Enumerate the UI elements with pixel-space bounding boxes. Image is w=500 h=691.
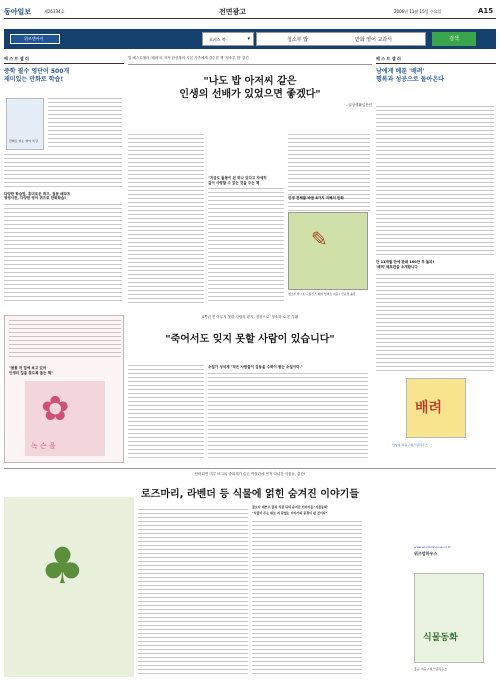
- body-col-2: [252, 521, 362, 674]
- plant-illustration: [4, 497, 134, 677]
- flower-icon: ✿: [41, 389, 70, 429]
- search-button[interactable]: 검색: [432, 32, 476, 46]
- column-body-2: [4, 154, 122, 188]
- column-title: 중학 필수 영단어 500개 재미있는 만화로 학습!: [4, 68, 70, 83]
- ad-text: [9, 320, 121, 360]
- column-title: 남에게 베푼 '배려' 행복과 성공으로 돌아온다: [376, 68, 444, 83]
- body-col-2: [208, 373, 368, 461]
- column-subhead: 다양한 학습법, 흥미로운 퀴즈, 질문 매라프 영영사전, 다양한 영어 퀴즈로 만화학습!: [4, 192, 71, 200]
- tree-icon: ♣: [40, 537, 85, 595]
- kicker: 단어되면 미루 버그의 중화재가 슬픈 박물관에 먼저 다녀간 식물들, 출간!: [194, 472, 306, 476]
- headline-quote: "죽어서도 잊지 못할 사람이 있습니다": [165, 334, 335, 345]
- column-body-3: [4, 204, 122, 304]
- quote-1: 꽃보다 예쁘고 꽃과 식물 뒤의 숨겨진 이야기들 '식물동화': [252, 505, 328, 509]
- section-title: 전면광고: [219, 8, 247, 16]
- headline-quote: "나도 밥 아저씨 같은 인생의 선배가 있었으면 좋겠다": [179, 76, 321, 100]
- column-subhead: 단 11개월 만에 판매 100만 부 돌파! '배려' 배포판을 소개합니다: [376, 260, 435, 269]
- body-col-1: [128, 134, 204, 304]
- novel-quote: 소설가 성석제 "작은 사람들이 감동을 수북이 쌓는 소설이다.": [208, 365, 303, 369]
- chevron-down-icon: ▾: [247, 36, 250, 42]
- masthead: [4, 5, 496, 19]
- book-cover-baeryeo: [406, 378, 466, 438]
- bottom-ad: [4, 468, 496, 683]
- subhead-1: "지금도 돌봄이 된 하나 있다고 자세히 깊이 사랑할 수 있는 것을 주는 책: [208, 176, 267, 185]
- book-title: 배려: [415, 400, 443, 416]
- ad-title: "봄꽃 저 집에 보고 있어 인생의 길을 찾도록 돕는 책": [9, 366, 53, 375]
- subhead-2: 인생 전체를 바꿀 8가지 지혜의 만화: [288, 196, 344, 200]
- column-body: [48, 98, 122, 150]
- ad-caption: 만화로 읽는 영어 특강: [9, 139, 38, 143]
- book-caption: 청소부 밥 / 토드 홉킨스·레이 힐버트 지음 / 신윤경 옮김: [288, 292, 356, 296]
- book-caption: 홍규 지음 / 위즈덤하우스: [414, 667, 447, 671]
- edition-number: 제26334호: [44, 9, 65, 14]
- search-input[interactable]: 청소부 밥 만화 영어 교과서: [256, 32, 426, 46]
- page-number: A15: [478, 7, 494, 15]
- kicker: 밥 베스트셀러 '배려'의 저자 한상복의 지친 가족에게 감수한 책 '청소부 밥' 출간: [128, 56, 372, 65]
- flower-image: [25, 381, 105, 456]
- left-small-ad: [4, 315, 124, 463]
- publisher-name: 위즈앤아이: [24, 36, 44, 41]
- right-ad-column: [376, 56, 496, 462]
- center-mid-ad: [128, 315, 372, 463]
- footer-url[interactable]: www.wisdomhouse.co.kr: [414, 545, 451, 549]
- center-top-ad: [128, 56, 372, 306]
- footer-brand: 위즈덤하우스: [414, 551, 438, 556]
- column-header: 베 스 트 셀 러: [4, 56, 124, 64]
- book-cover-plant-tales: [414, 573, 484, 663]
- quote-2: "식물이 주는 위로 저 끝없는 이야기와 풍경이 될 것이다": [252, 511, 328, 515]
- headline: 로즈마리, 라벤더 등 식물에 얽힌 숨겨진 이야기들: [141, 489, 359, 500]
- ad-label: 녹 슨 을: [31, 442, 56, 450]
- book-title: 식물동화: [423, 633, 458, 643]
- book-image-cleaner-bob: [288, 212, 368, 290]
- category-select[interactable]: 포커스 북 ▾: [202, 32, 254, 46]
- column-body-2: [376, 274, 494, 374]
- body-col-1: [138, 509, 248, 674]
- column-header: 베 스 트 셀 러: [376, 56, 496, 64]
- kicker: 4쪽년 전 아무지 못한 사랑의 편지, 정찬으로 '청소화'로 본 부활: [201, 315, 299, 319]
- quote-attribution: - 일상생활입문인: [345, 103, 372, 107]
- book-caption: 한상복 지음 / 위즈덤하우스: [392, 443, 428, 447]
- ad-search-bar: [4, 29, 496, 49]
- newspaper-logo: 동아일보: [4, 8, 32, 16]
- body-col-2: [208, 188, 284, 304]
- issue-date: 2006년 11월 15일 수요일: [394, 9, 442, 14]
- broom-icon: ✎: [311, 227, 328, 251]
- column-body: [376, 106, 494, 256]
- left-ad-column: [4, 56, 124, 306]
- body-col-1: [128, 365, 204, 461]
- book-cover: [6, 98, 44, 150]
